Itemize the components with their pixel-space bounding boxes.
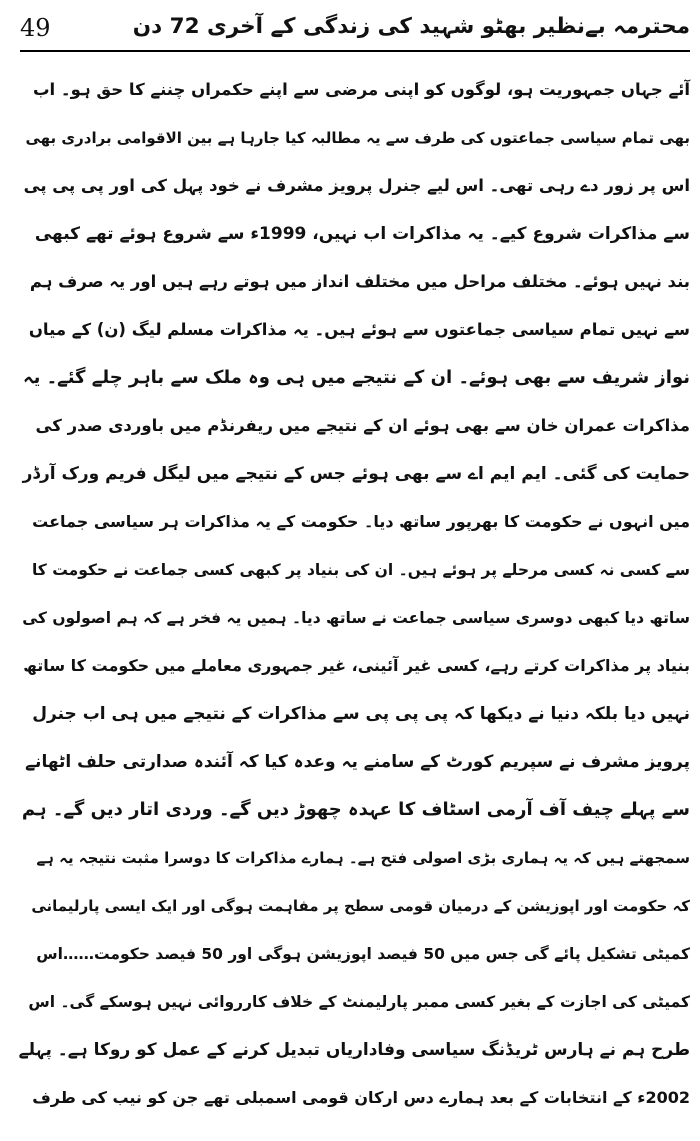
body-line: نہیں دیا بلکہ دنیا نے دیکھا کہ پی پی پی سے مذاکرات کے نتیجے میں ہی اب جنرل xyxy=(32,704,690,724)
running-title: محترمہ بےنظیر بھٹو شہید کی زندگی کے آخری 72 دن xyxy=(132,14,690,39)
body-line: نواز شریف سے بھی ہوئے۔ ان کے نتیجے میں ہی وہ ملک سے باہر چلے گئے۔ یہ xyxy=(23,367,690,388)
body-line: اس پر زور دے رہی تھی۔ اس لیے جنرل پرویز مشرف نے خود پہل کی اور پی پی پی xyxy=(23,176,690,195)
body-line: 2002ء کے انتخابات کے بعد ہمارے دس ارکان قومی اسمبلی تھے جن کو نیب کی طرف xyxy=(32,1088,690,1107)
body-line: سے مذاکرات شروع کیے۔ یہ مذاکرات اب نہیں، 1999ء سے شروع ہوئے تھے کبھی xyxy=(34,224,690,244)
body-line: سے پہلے چیف آف آرمی اسٹاف کا عہدہ چھوڑ دیں گے۔ وردی اتار دیں گے۔ ہم xyxy=(21,799,690,820)
body-line: طرح ہم نے ہارس ٹریڈنگ سیاسی وفاداریاں تبدیل کرنے کے عمل کو روکا ہے۔ پہلے xyxy=(18,1040,690,1060)
body-line: پرویز مشرف نے سپریم کورٹ کے سامنے یہ وعدہ کیا کہ آئندہ صدارتی حلف اٹھانے xyxy=(25,752,690,772)
body-text xyxy=(20,70,690,1120)
body-line: سمجھتے ہیں کہ یہ ہماری بڑی اصولی فتح ہے۔ ہمارے مذاکرات کا دوسرا مثبت نتیجہ یہ ہے xyxy=(36,849,690,867)
body-line: حمایت کی گئی۔ ایم ایم اے سے بھی ہوئے جس کے نتیجے میں لیگل فریم ورک آرڈر xyxy=(22,464,690,484)
body-line: آئے جہاں جمہوریت ہو، لوگوں کو اپنی مرضی سے اپنے حکمراں چننے کا حق ہو۔ اب xyxy=(32,80,690,99)
body-line: بند نہیں ہوئے۔ مختلف مراحل میں مختلف انداز میں ہوتے رہے ہیں اور یہ صرف ہم xyxy=(29,272,690,291)
header-divider xyxy=(20,50,690,52)
body-line: بنیاد پر مذاکرات کرتے رہے، کسی غیر آئینی، غیر جمہوری معاملے میں حکومت کا ساتھ xyxy=(23,656,690,675)
body-line: کمیٹی کی اجازت کے بغیر کسی ممبر پارلیمنٹ کے خلاف کارروائی نہیں ہوسکے گی۔ اس xyxy=(28,993,690,1011)
body-line: کہ حکومت اور اپوزیشن کے درمیان قومی سطح پر مفاہمت ہوگی اور ایک ایسی پارلیمانی xyxy=(31,897,690,915)
body-line: مذاکرات عمران خان سے بھی ہوئے ان کے نتیجے میں ریفرنڈم میں باوردی صدر کی xyxy=(35,416,690,435)
page-header xyxy=(20,10,690,52)
body-line: کمیٹی تشکیل پائے گی جس میں 50 فیصد اپوزیشن ہوگی اور 50 فیصد حکومت……اس xyxy=(36,945,690,963)
body-line: سے کسی نہ کسی مرحلے پر ہوئے ہیں۔ ان کی بنیاد پر کبھی کسی جماعت نے حکومت کا xyxy=(31,561,690,579)
body-line: بھی تمام سیاسی جماعتوں کی طرف سے یہ مطالبہ کیا جارہا ہے بین الاقوامی برادری بھی xyxy=(25,129,690,147)
body-line: سے نہیں تمام سیاسی جماعتوں سے ہوئے ہیں۔ یہ مذاکرات مسلم لیگ (ن) کے میاں xyxy=(28,320,690,339)
body-line: میں انہوں نے حکومت کا بھرپور ساتھ دیا۔ حکومت کے یہ مذاکرات ہر سیاسی جماعت xyxy=(32,512,690,531)
page-number: 49 xyxy=(20,14,51,42)
body-line: ساتھ دیا کبھی دوسری سیاسی جماعت نے ساتھ دیا۔ ہمیں یہ فخر ہے کہ ہم اصولوں کی xyxy=(22,609,690,627)
